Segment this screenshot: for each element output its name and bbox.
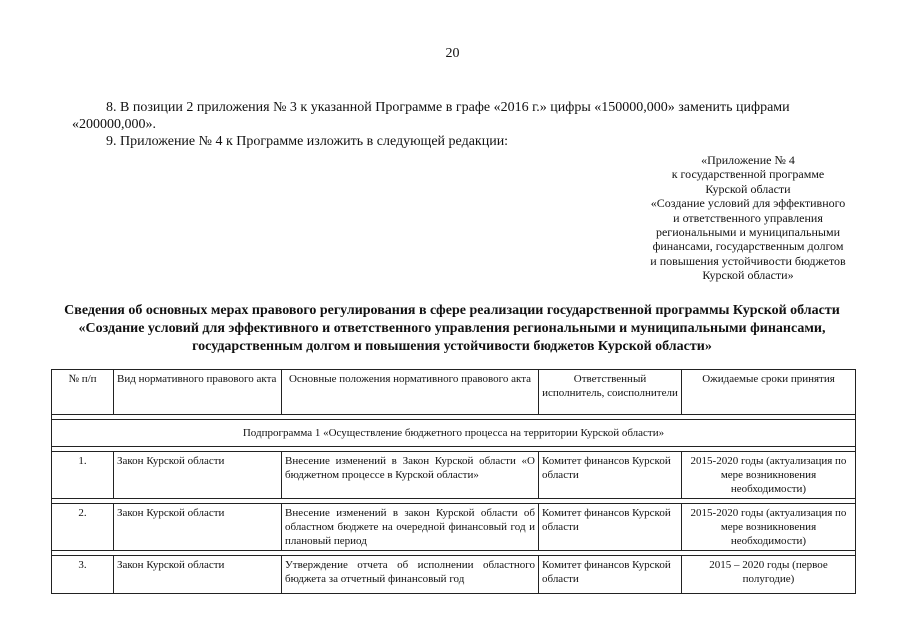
subprogram-cell: Подпрограмма 1 «Осуществление бюджетного процесса на территории Курской области» [52, 420, 856, 447]
table-row [52, 504, 856, 551]
act-provisions: Утверждение отчета об исполнении областного бюджета за отчетный финансовый год [282, 556, 539, 594]
header-cell: Вид нормативного правового акта [114, 370, 282, 415]
act-type: Закон Курской области [114, 556, 282, 594]
paragraph-9: 9. Приложение № 4 к Программе изложить в следующей редакции: [106, 134, 509, 149]
adoption-period: 2015-2020 годы (актуализация по мере возникновения необходимости) [682, 504, 856, 551]
row-number: 3. [52, 556, 114, 594]
appendix-line: финансами, государственным долгом [652, 239, 844, 254]
appendix-line: к государственной программе [671, 167, 825, 182]
act-provisions: Внесение изменений в закон Курской области об областном бюджете на очередной финансовый год и плановый период [282, 504, 539, 551]
appendix-header [628, 153, 868, 283]
header-cell: Основные положения нормативного правового акта [282, 370, 539, 415]
adoption-period: 2015 – 2020 годы (первое полугодие) [682, 556, 856, 594]
header-cell: Ответственный исполнитель, соисполнители [539, 370, 682, 415]
row-number: 1. [52, 452, 114, 499]
appendix-line: региональными и муниципальными [655, 225, 840, 240]
measures-table [51, 369, 856, 594]
paragraph-8: 8. В позиции 2 приложения № 3 к указанной Программе в графе «2016 г.» цифры «150000,000» заменить цифрами «200000,000». [72, 100, 790, 132]
header-cell: № п/п [52, 370, 114, 415]
appendix-line: «Приложение № 4 [701, 153, 795, 167]
header-cell: Ожидаемые сроки принятия [682, 370, 856, 415]
appendix-line: и повышения устойчивости бюджетов [650, 253, 846, 268]
row-number: 2. [52, 504, 114, 551]
page-number: 20 [445, 46, 460, 61]
appendix-line: и ответственного управления [673, 210, 823, 225]
responsible: Комитет финансов Курской области [539, 556, 682, 594]
adoption-period: 2015-2020 годы (актуализация по мере возникновения необходимости) [682, 452, 856, 499]
appendix-line: «Создание условий для эффективного [650, 196, 846, 211]
appendix-line: Курской области» [702, 268, 794, 283]
act-type: Закон Курской области [114, 452, 282, 499]
act-type: Закон Курской области [114, 504, 282, 551]
subprogram-row [52, 420, 856, 447]
table-header-row [52, 370, 856, 415]
responsible: Комитет финансов Курской области [539, 452, 682, 499]
table-row [52, 556, 856, 594]
act-provisions: Внесение изменений в Закон Курской области «О бюджетном процессе в Курской области» [282, 452, 539, 499]
responsible: Комитет финансов Курской области [539, 504, 682, 551]
table-title: Сведения об основных мерах правового регулирования в сфере реализации государственной программы Курской области «Создание условий для эффективного и ответственного управления региональными и муниципальными финансами, государственным долгом и повышения устойчивости бюджетов Курской области» [64, 303, 840, 354]
appendix-line: Курской области [705, 181, 791, 196]
table-row [52, 452, 856, 499]
